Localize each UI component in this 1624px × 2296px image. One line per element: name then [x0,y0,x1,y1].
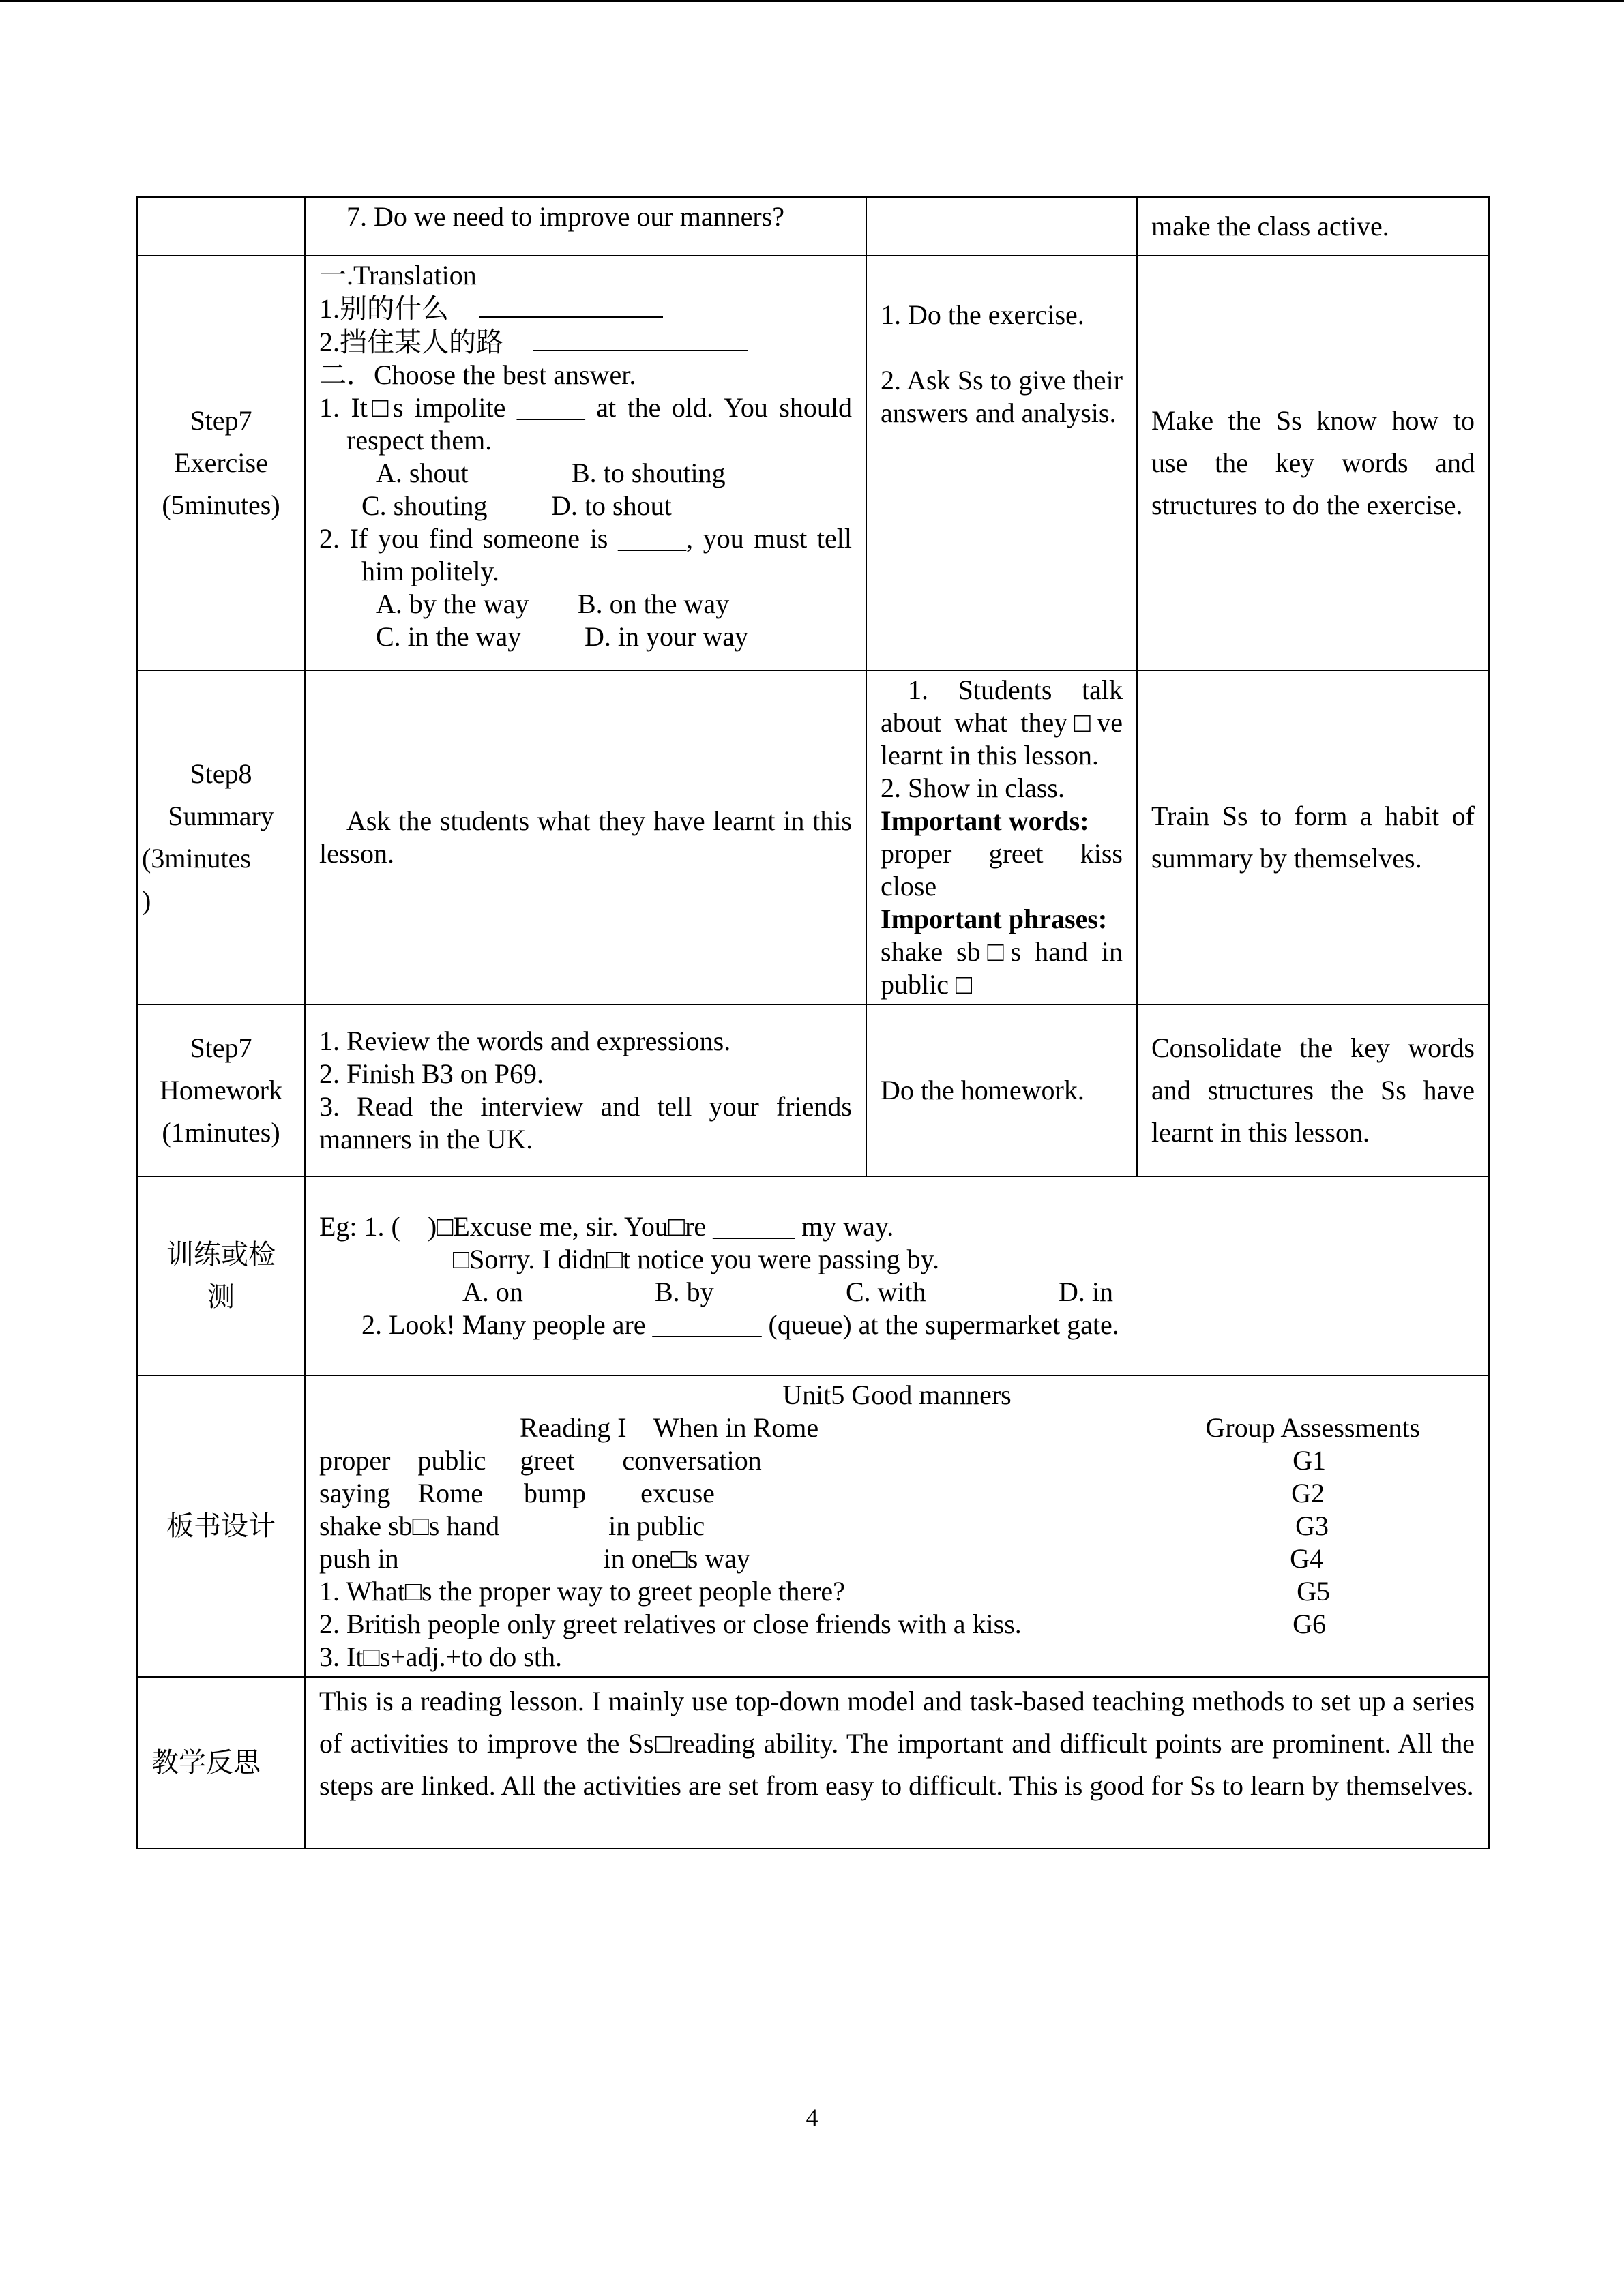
question-7: 7. Do we need to improve our manners? [346,201,785,232]
board-label: 板书设计 [166,1510,276,1541]
summary-activity-2: 2. Show in class. [881,773,1065,803]
cont-step-cell [137,197,305,256]
homework-purpose: Consolidate the key words and structures the Ss have learnt in this lesson. [1151,1032,1475,1148]
board-design-row [137,1375,1489,1677]
group-assessments-label: Group Assessments [1205,1412,1420,1443]
question-2-options-row-1 [319,588,852,621]
important-phrases: shake sb□s hand in public □ [881,936,1123,1000]
exercise-activity-cell [866,256,1137,670]
group-label: G1 [1293,1445,1326,1476]
step-time: (1minutes) [162,1117,280,1148]
practice-line-1: Eg: 1. ( )□Excuse me, sir. You□re ______ my way. [319,1211,894,1242]
step-name: Homework [160,1075,282,1105]
step7-exercise-row [137,256,1489,670]
board-line [319,1477,1475,1510]
option-d: D. in [1059,1277,1113,1307]
practice-line-2: □Sorry. I didn□t notice you were passing by. [453,1244,940,1274]
step-time: (5minutes) [162,490,280,520]
board-line-text: saying Rome bump excuse [319,1478,715,1508]
cont-purpose: make the class active. [1151,211,1389,241]
group-label: G2 [1291,1478,1325,1508]
step8-summary-row [137,670,1489,1004]
option-d: D. to shout [551,490,672,521]
step-name: Summary [168,801,274,831]
option-a: A. on [462,1277,523,1307]
board-line-text: proper public greet conversation [319,1445,762,1476]
homework-item-1: 1. Review the words and expressions. [319,1026,731,1056]
important-words: proper greet kiss close [881,838,1123,901]
step-number: Step7 [190,405,252,436]
cont-content-cell [305,197,866,256]
step-time: (3minutes [142,843,251,874]
board-line-text: 3. It□s+adj.+to do sth. [319,1641,562,1672]
question-1-options-row-1 [319,457,852,490]
board-line [319,1575,1475,1608]
option-b: B. on the way [578,588,730,619]
summary-purpose: Train Ss to form a habit of summary by themselves. [1151,801,1475,874]
exercise-activity-2: 2. Ask Ss to give their answers and analysis. [881,365,1123,428]
summary-content: Ask the students what they have learnt in this lesson. [319,805,852,869]
board-line [319,1510,1475,1542]
homework-item-3: 3. Read the interview and tell your friends manners in the UK. [319,1091,852,1154]
lesson-plan-table [136,196,1490,1849]
board-line [319,1542,1475,1575]
step7-exercise-label-cell [137,256,305,670]
homework-content-cell [305,1004,866,1176]
step-time-close: ) [142,885,151,916]
step7-homework-label-cell [137,1004,305,1176]
summary-activity-1: 1. Students talk about what they□ve learnt in this lesson. [881,674,1123,771]
board-line-text: shake sb□s hand in public [319,1510,705,1541]
option-d: D. in your way [585,621,748,652]
board-label-cell [137,1375,305,1677]
board-line-text: push in in one□s way [319,1543,750,1574]
homework-item-2: 2. Finish B3 on P69. [319,1058,544,1089]
question-1-line-2: respect them. [346,425,492,456]
group-label: G4 [1290,1543,1323,1574]
reflection-text: This is a reading lesson. I mainly use top-down model and task-based teaching methods to set up a series of activities to improve the Ss□reading ability. The important and difficult points are prominent. All the steps are linked. All the activities are set from easy to difficult. This is good for Ss to learn by themselves. [319,1686,1475,1801]
option-c: C. in the way [376,621,522,652]
option-c: C. shouting [361,490,488,521]
board-line [319,1641,1475,1673]
practice-row [137,1176,1489,1375]
board-subtitle-row [319,1412,1475,1444]
practice-content-cell [305,1176,1489,1375]
step-name: Exercise [174,447,268,478]
practice-label-cell [137,1176,305,1375]
summary-purpose-cell [1137,670,1489,1004]
option-a: A. shout [376,458,469,488]
summary-content-cell [305,670,866,1004]
cont-purpose-cell [1137,197,1489,256]
reflection-label: 教学反思 [151,1747,261,1778]
exercise-purpose-cell [1137,256,1489,670]
exercise-activity-1: 1. Do the exercise. [881,299,1084,330]
practice-label: 训练或检测 [166,1239,276,1312]
question-1-options-row-2 [319,490,852,522]
page-number: 4 [806,2104,818,2131]
practice-options [319,1276,1475,1309]
option-b: B. to shouting [572,458,726,488]
top-border [0,0,1624,2]
reflection-label-cell [137,1677,305,1849]
board-line-text: 1. What□s the proper way to greet people there? [319,1576,845,1607]
group-label: G3 [1295,1510,1329,1541]
translation-item-1: 1.别的什么 [319,292,852,325]
exercise-content-cell [305,256,866,670]
choice-heading: 二．Choose the best answer. [319,359,636,390]
step-number: Step7 [190,1032,252,1063]
question-2-options-row-2 [319,621,852,653]
question-2-line-2: him politely. [361,556,499,586]
question-1-line-1: 1. It□s impolite _____ at the old. You should [319,392,852,423]
step7-homework-row [137,1004,1489,1176]
continuation-row [137,197,1489,256]
board-line [319,1608,1475,1641]
reflection-content-cell [305,1677,1489,1849]
question-2-line-1: 2. If you find someone is _____, you must tell [319,523,852,554]
board-subtitle: Reading I When in Rome [520,1412,819,1443]
translation-item-2: 2.挡住某人的路 [319,325,852,359]
step-number: Step8 [190,758,252,789]
board-title: Unit5 Good manners [782,1380,1012,1410]
reflection-row [137,1677,1489,1849]
cont-activity-cell [866,197,1137,256]
board-line [319,1444,1475,1477]
homework-activity: Do the homework. [881,1075,1084,1105]
group-label: G5 [1297,1576,1330,1607]
important-words-label: Important words: [881,805,1089,836]
homework-purpose-cell [1137,1004,1489,1176]
translation-heading: 一.Translation [319,260,477,290]
group-label: G6 [1293,1609,1326,1639]
option-b: B. by [655,1277,714,1307]
board-line-text: 2. British people only greet relatives or close friends with a kiss. [319,1609,1022,1639]
option-c: C. with [846,1277,926,1307]
step8-summary-label-cell [137,670,305,1004]
important-phrases-label: Important phrases: [881,904,1108,934]
summary-activity-cell [866,670,1137,1004]
homework-activity-cell [866,1004,1137,1176]
option-a: A. by the way [376,588,529,619]
practice-line-3: 2. Look! Many people are ________ (queue) at the supermarket gate. [361,1309,1119,1340]
exercise-purpose: Make the Ss know how to use the key words and structures to do the exercise. [1151,405,1475,520]
board-content-cell [305,1375,1489,1677]
